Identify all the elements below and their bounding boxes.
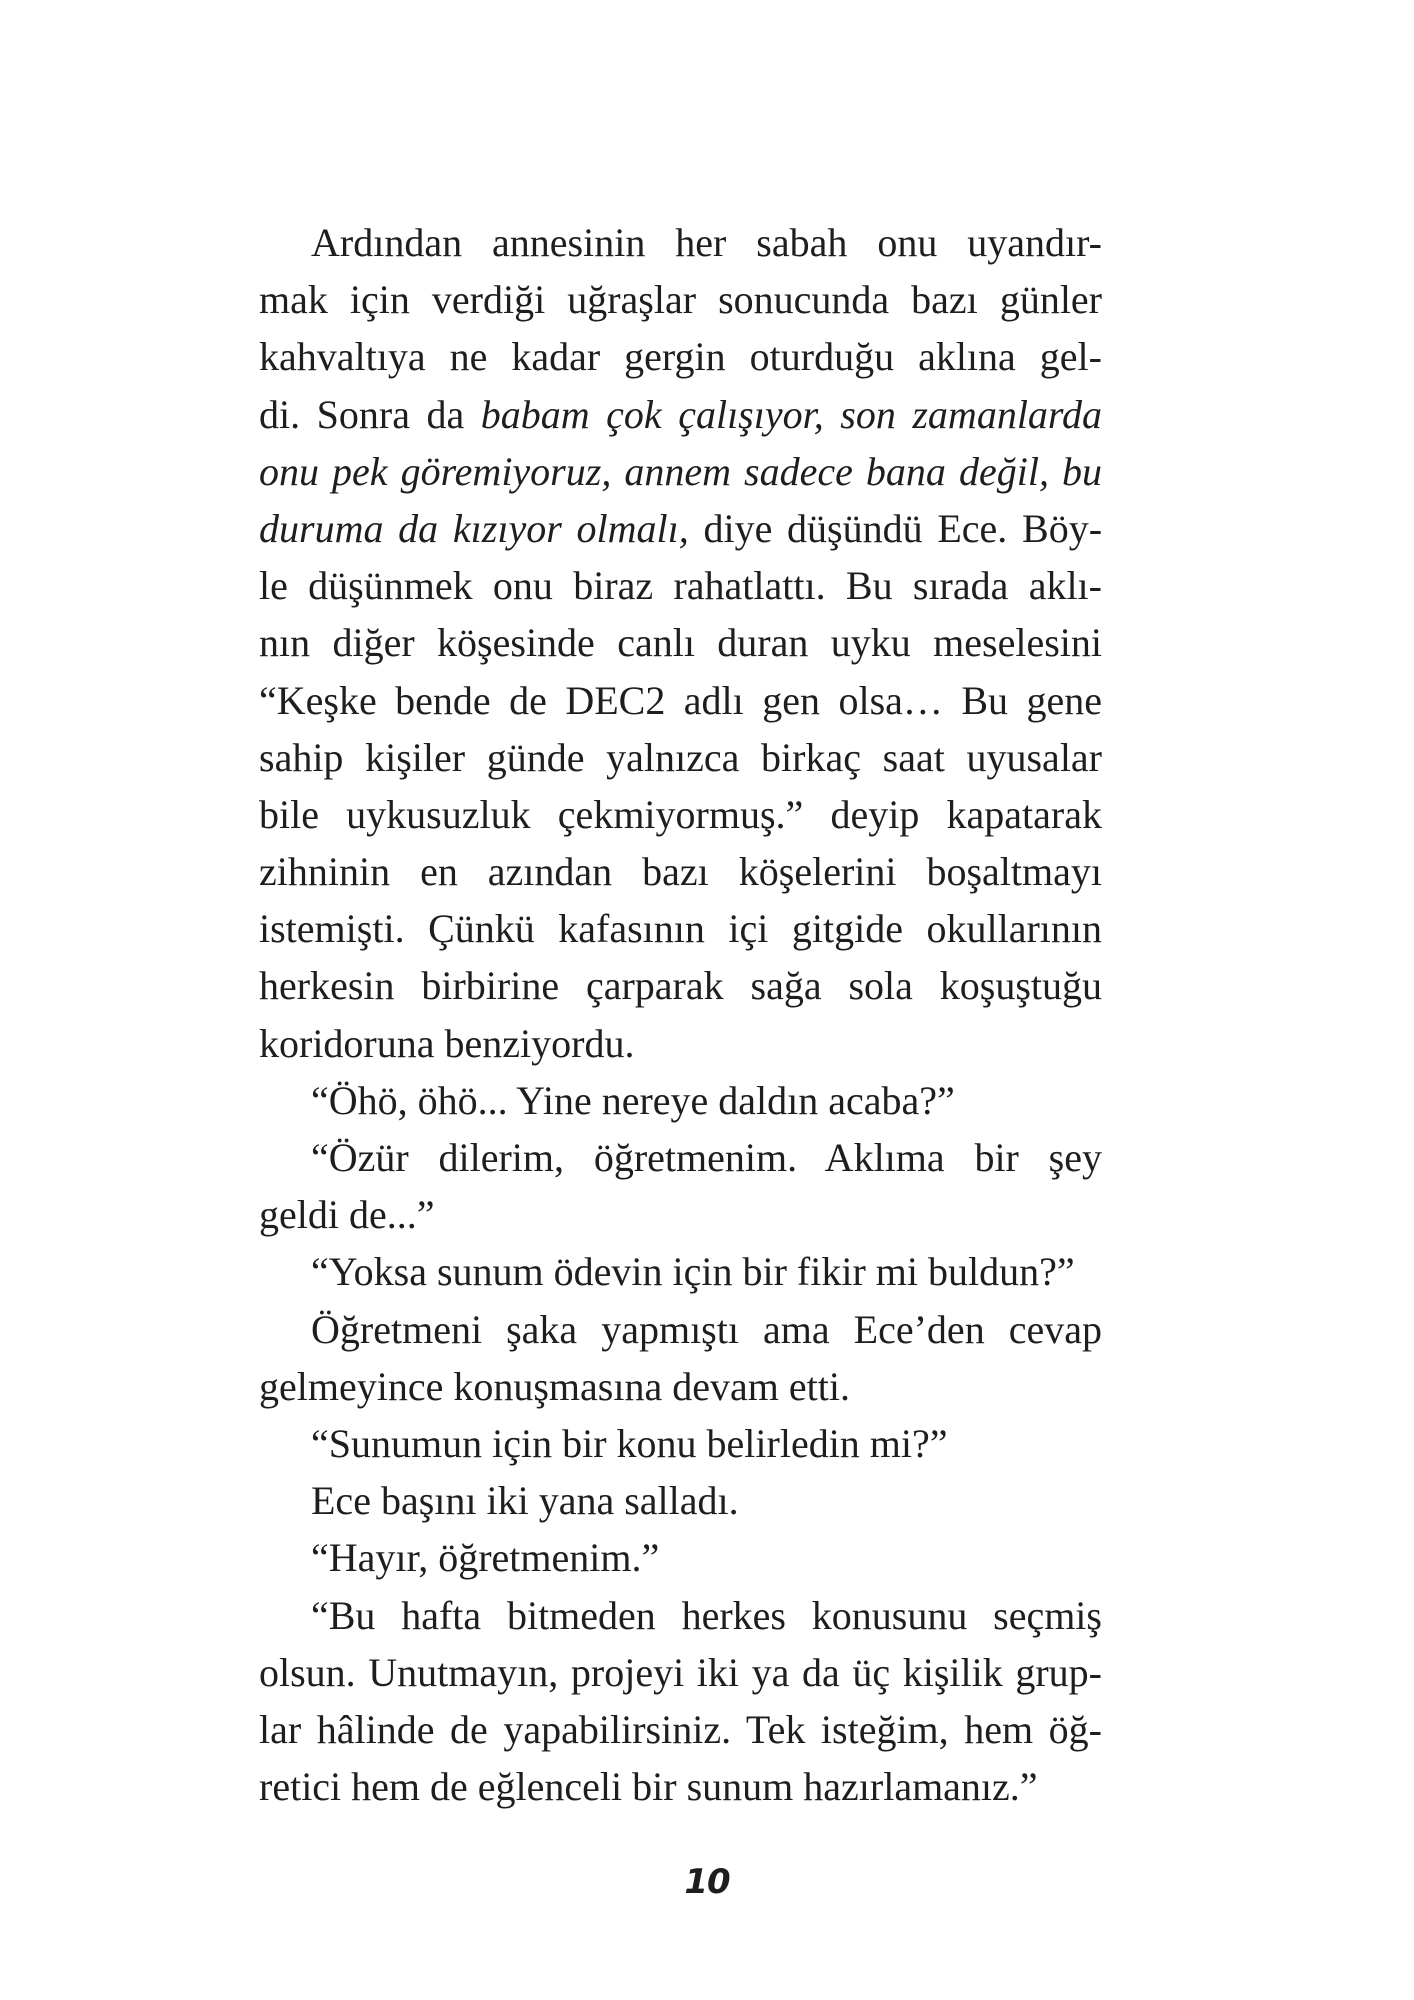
text-segment: le düşünmek onu biraz rahatlattı. Bu sırada aklı- xyxy=(259,563,1102,609)
text-line xyxy=(259,500,1102,557)
text-line xyxy=(259,1415,1102,1472)
text-line xyxy=(259,214,1102,271)
text-line xyxy=(259,957,1102,1014)
text-line xyxy=(259,1472,1102,1529)
italic-text: babam çok çalışıyor, son zamanlarda xyxy=(480,391,1103,437)
text-segment: di. Sonra da xyxy=(259,391,481,437)
text-line xyxy=(259,1015,1102,1072)
text-segment: “Sunumun için bir konu belirledin mi?” xyxy=(311,1420,948,1466)
text-segment: retici hem de eğlenceli bir sunum hazırlamanız.” xyxy=(259,1764,1038,1810)
text-segment: “Keşke bende de DEC2 adlı gen olsa… Bu gene xyxy=(259,677,1102,723)
text-line xyxy=(259,900,1102,957)
text-segment: lar hâlinde de yapabilirsiniz. Tek isteğim, hem öğ- xyxy=(259,1706,1102,1752)
text-segment: geldi de...” xyxy=(259,1192,435,1238)
text-line xyxy=(259,1587,1102,1644)
text-segment: istemişti. Çünkü kafasının içi gitgide okullarının xyxy=(259,906,1102,952)
text-segment: “Özür dilerim, öğretmenim. Aklıma bir şey xyxy=(311,1135,1102,1180)
text-segment: Ardından annesinin her sabah onu uyandır- xyxy=(311,220,1102,265)
text-segment: bile uykusuzluk çekmiyormuş.” deyip kapatarak xyxy=(259,791,1102,837)
text-segment: Ece başını iki yana salladı. xyxy=(311,1478,739,1524)
text-segment: “Öhö, öhö... Yine nereye daldın acaba?” xyxy=(311,1077,955,1123)
text-line xyxy=(259,1186,1102,1243)
text-line xyxy=(259,328,1102,385)
text-line xyxy=(259,1644,1102,1701)
text-line xyxy=(259,1129,1102,1186)
text-line xyxy=(259,443,1102,500)
text-segment: gelmeyince konuşmasına devam etti. xyxy=(259,1363,850,1409)
text-line xyxy=(259,557,1102,614)
text-line xyxy=(259,786,1102,843)
page-number: 10 xyxy=(684,1862,730,1902)
text-segment: Öğretmeni şaka yapmıştı ama Ece’den cevap xyxy=(311,1306,1102,1352)
text-line xyxy=(259,271,1102,328)
italic-text: onu pek göremiyoruz, annem sadece bana değil, bu xyxy=(259,448,1102,494)
text-line xyxy=(259,672,1102,729)
text-segment: olsun. Unutmayın, projeyi iki ya da üç kişilik grup- xyxy=(259,1649,1102,1695)
text-line xyxy=(259,1072,1102,1129)
text-segment: sahip kişiler günde yalnızca birkaç saat uyusalar xyxy=(259,734,1102,780)
text-line xyxy=(259,1243,1102,1300)
italic-text: duruma da kızıyor olmalı, xyxy=(259,505,689,551)
text-line xyxy=(259,1529,1102,1586)
text-segment: zihninin en azından bazı köşelerini boşaltmayı xyxy=(259,849,1102,895)
text-line xyxy=(259,614,1102,671)
text-segment: nın diğer köşesinde canlı duran uyku meselesini xyxy=(259,620,1102,666)
text-segment: herkesin birbirine çarparak sağa sola koşuştuğu xyxy=(259,963,1102,1009)
text-line xyxy=(259,386,1102,443)
text-segment: “Bu hafta bitmeden herkes konusunu seçmiş xyxy=(311,1592,1102,1638)
text-line xyxy=(259,1301,1102,1358)
text-line xyxy=(259,1701,1102,1758)
text-segment: koridoruna benziyordu. xyxy=(259,1020,635,1066)
text-segment: kahvaltıya ne kadar gergin oturduğu aklına gel- xyxy=(259,334,1102,380)
text-line xyxy=(259,729,1102,786)
text-segment: “Hayır, öğretmenim.” xyxy=(311,1535,660,1581)
text-segment: “Yoksa sunum ödevin için bir fikir mi buldun?” xyxy=(311,1249,1075,1295)
text-line xyxy=(259,1758,1102,1815)
text-segment: mak için verdiği uğraşlar sonucunda bazı günler xyxy=(259,277,1102,323)
text-line xyxy=(259,843,1102,900)
text-line xyxy=(259,1358,1102,1415)
text-segment: diye düşündü Ece. Böy- xyxy=(688,505,1103,551)
body-text xyxy=(259,214,1102,1815)
